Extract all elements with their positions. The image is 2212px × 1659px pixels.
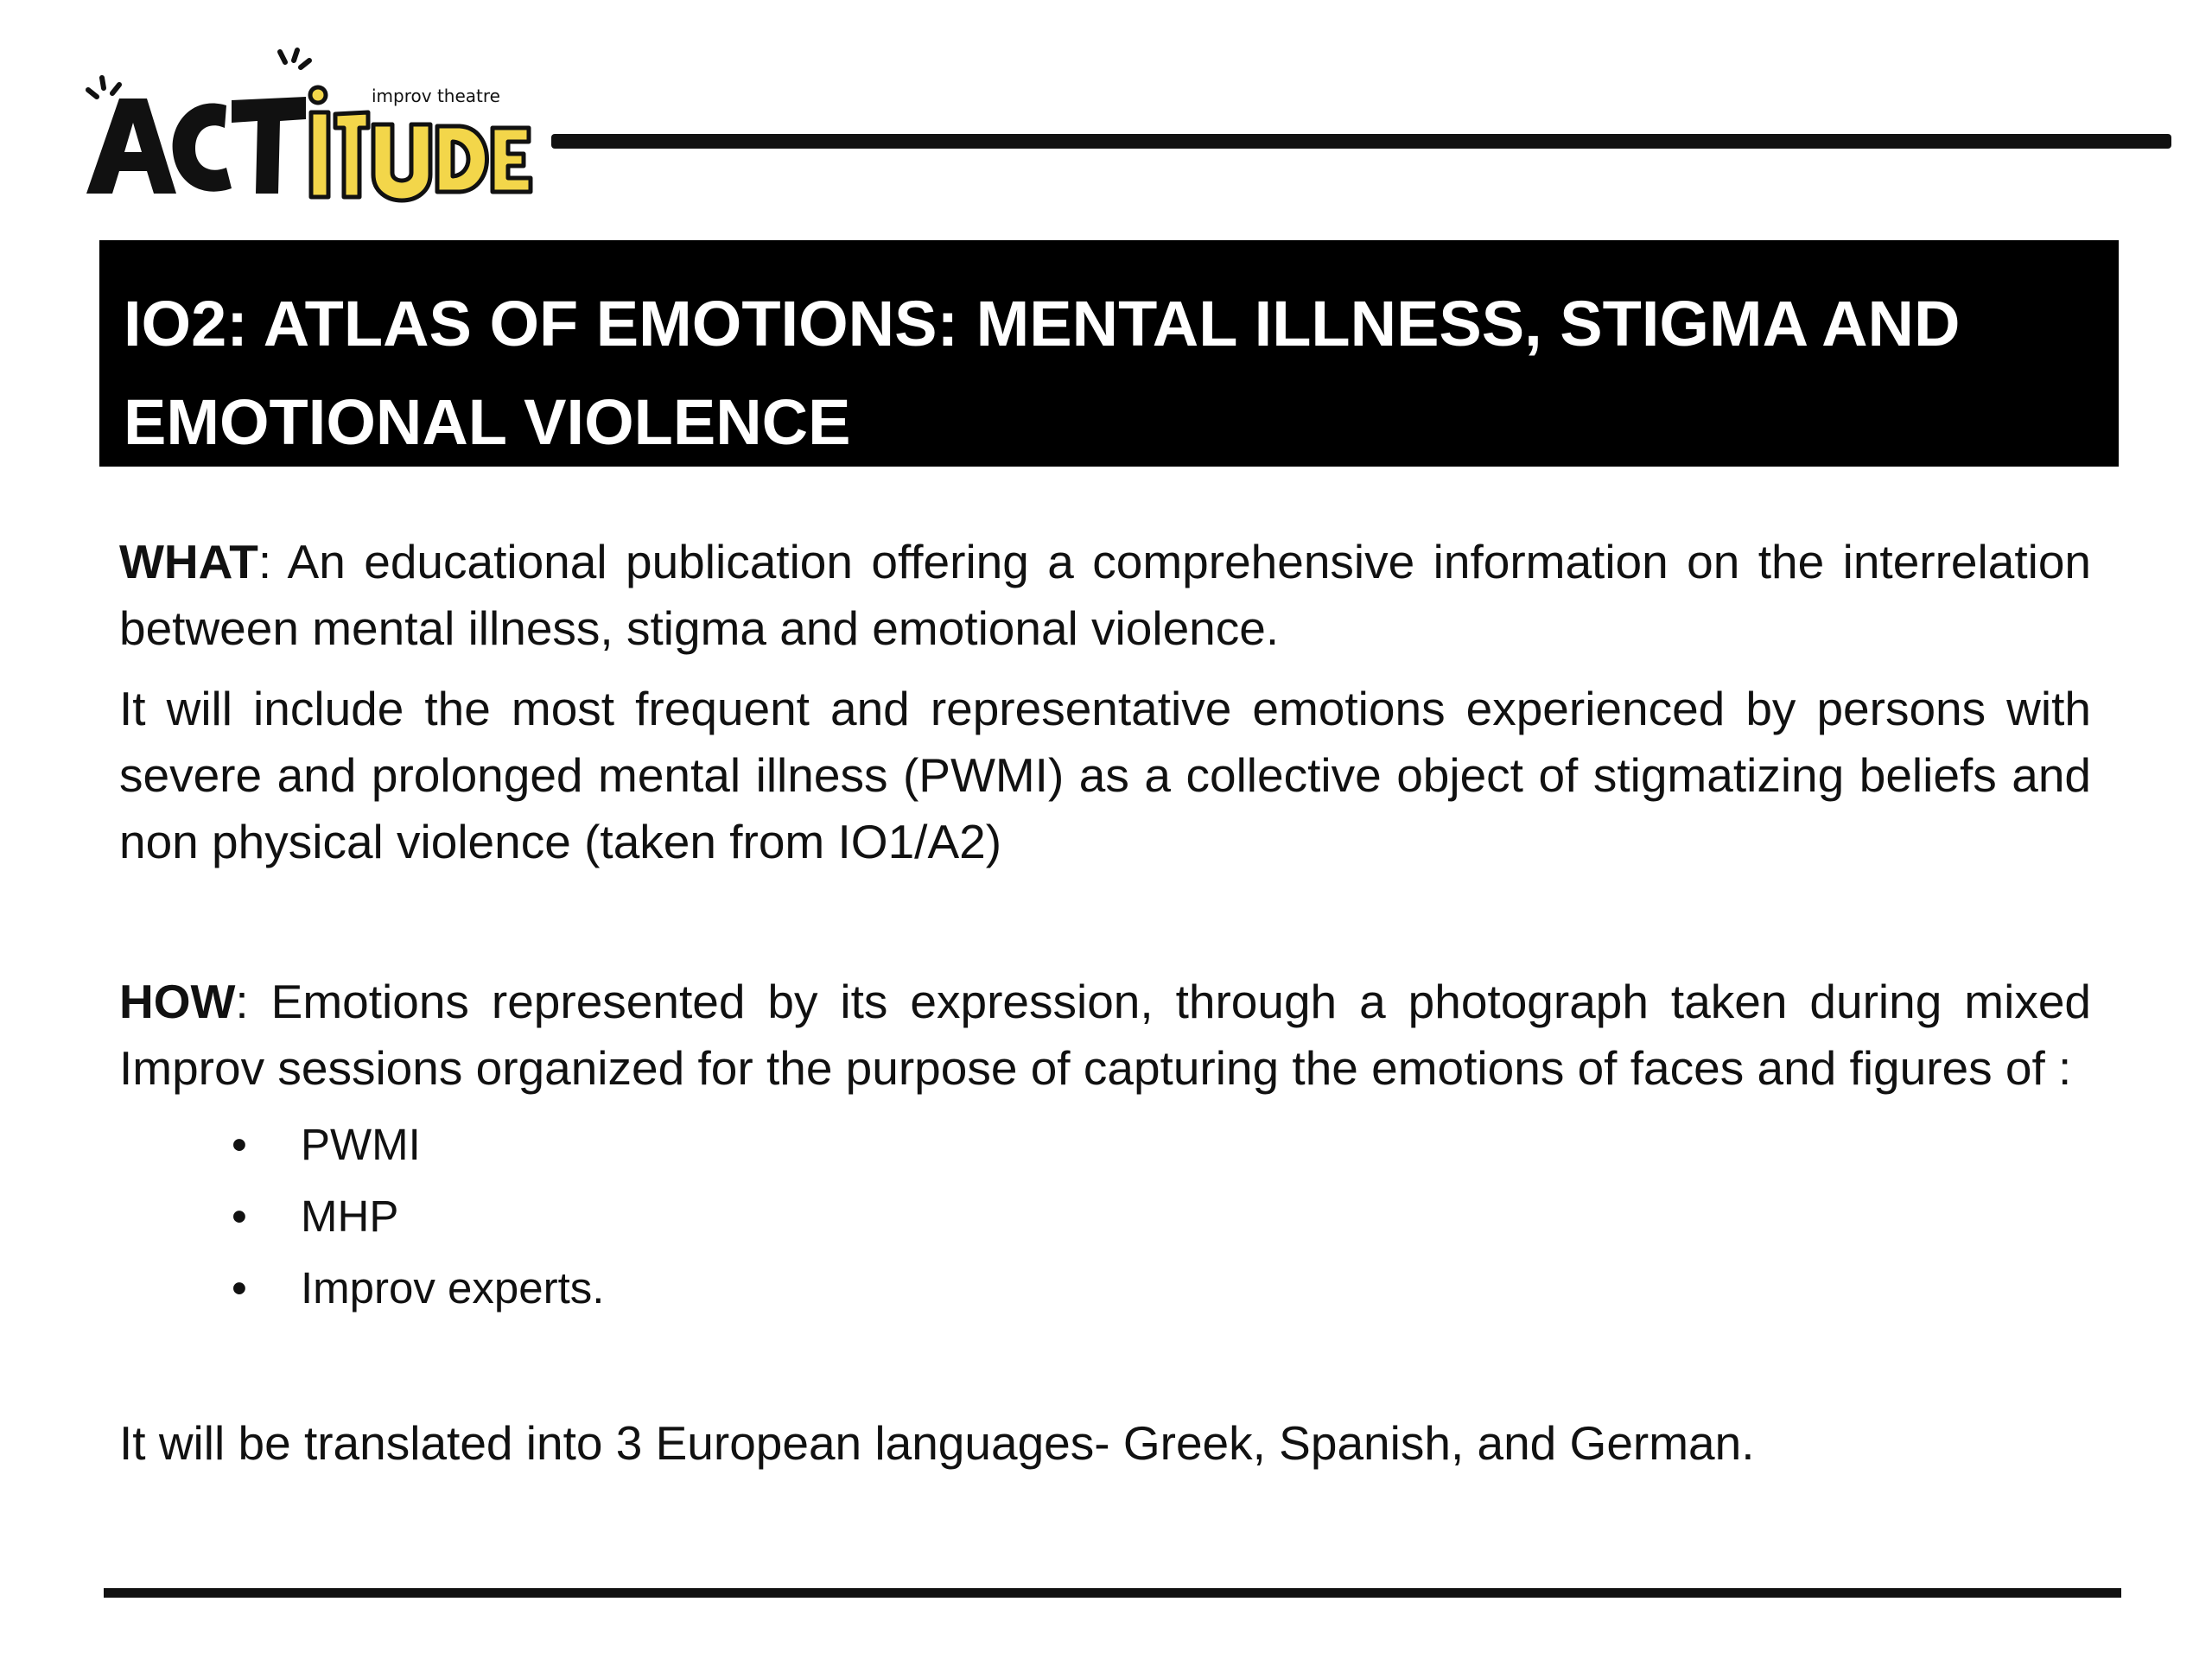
participant-list	[119, 1109, 2091, 1324]
what-label: WHAT	[119, 535, 258, 588]
how-paragraph	[119, 969, 2091, 1102]
translation-note: It will be translated into 3 European languages- Greek, Spanish, and German.	[119, 1416, 1755, 1470]
list-item: • PWMI	[119, 1109, 2091, 1180]
slide-body	[119, 529, 2091, 1477]
what-text: : An educational publication offering a comprehensive information on the interrelation between mental illness, stigma and emotional violence.	[119, 535, 2091, 655]
footer-divider	[104, 1588, 2121, 1598]
title-banner	[99, 240, 2119, 467]
page-title: IO2: ATLAS OF EMOTIONS: MENTAL ILLNESS, STIGMA AND EMOTIONAL VIOLENCE	[124, 288, 1961, 458]
list-item: • Improv experts.	[119, 1252, 2091, 1324]
header-divider	[551, 134, 2171, 149]
detail-paragraph: It will include the most frequent and representative emotions experienced by persons with severe and prolonged mental illness (PWMI) as a collective object of stigmatizing beliefs and non physical violence (taken from IO1/A2)	[119, 682, 2091, 868]
actitude-logo	[79, 45, 563, 218]
how-label: HOW	[119, 975, 236, 1028]
list-item: • MHP	[119, 1180, 2091, 1252]
sparkle-icon	[88, 50, 309, 97]
what-paragraph	[119, 529, 2091, 662]
how-text: : Emotions represented by its expression, through a photograph taken during mixed Improv sessions organized for the purpose of capturing the emotions of faces and figures of :	[119, 975, 2091, 1095]
logo-act-letters	[86, 97, 306, 194]
actitude-logo-mark	[79, 45, 563, 218]
logo-tagline: improv theatre	[372, 86, 500, 106]
